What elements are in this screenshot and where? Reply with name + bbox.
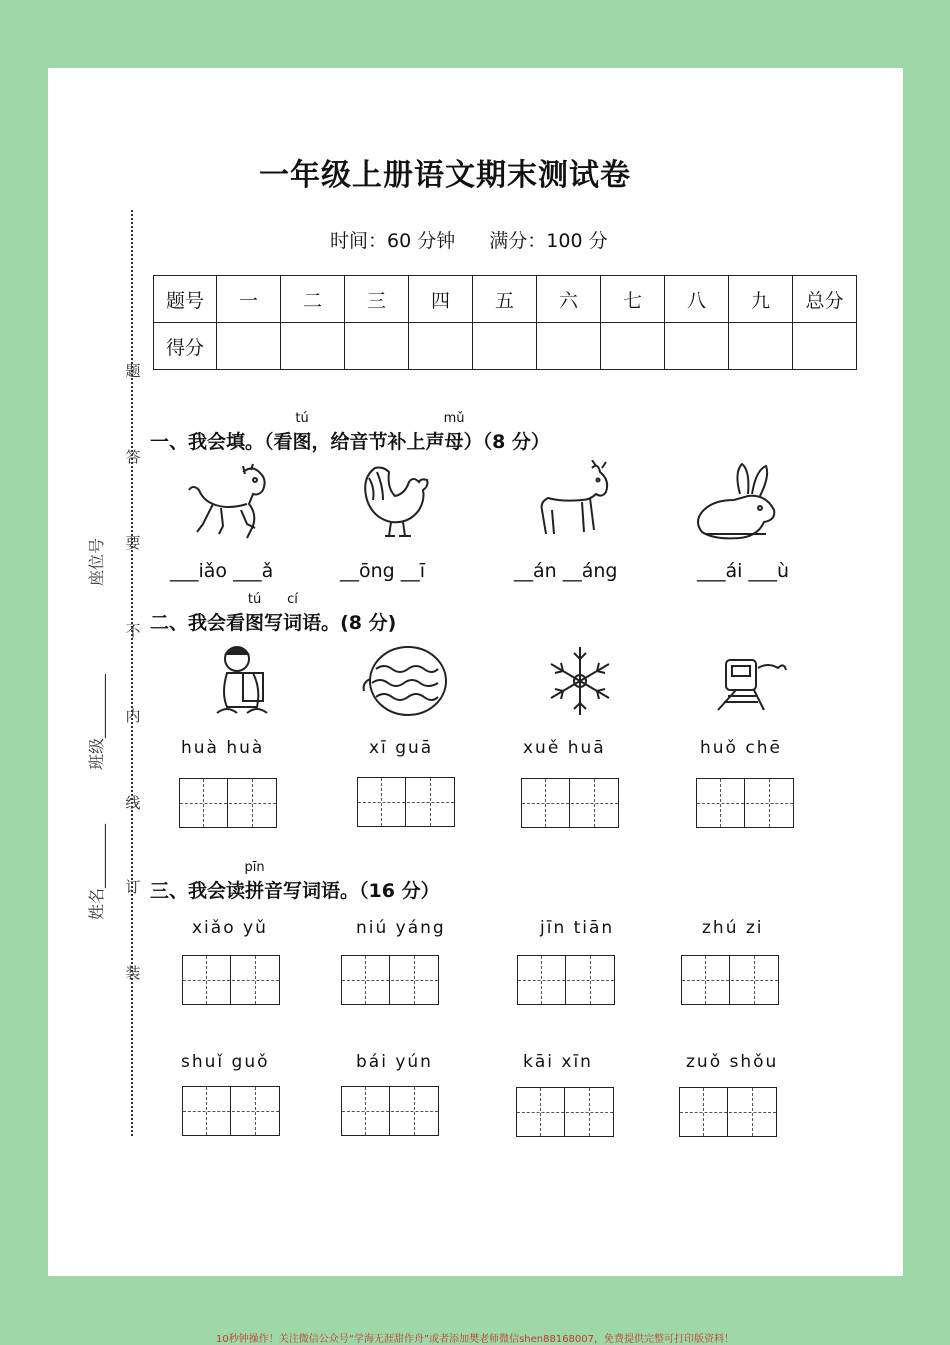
page-title: 一年级上册语文期末测试卷 xyxy=(259,158,631,193)
table-cell: 八 xyxy=(665,276,729,323)
binding-char: 线 xyxy=(125,794,141,812)
score-cell[interactable] xyxy=(537,323,601,370)
table-cell: 三 xyxy=(345,276,409,323)
ruby-base: 图 xyxy=(245,612,265,634)
pinyin-label: huà huà xyxy=(181,738,265,758)
ruby-char xyxy=(283,592,303,635)
blank-item[interactable]: ___iǎo ___ǎ xyxy=(170,560,274,582)
class-label: 班级________ xyxy=(87,673,106,770)
ruby-pinyin: tú xyxy=(247,592,262,607)
score-cell[interactable] xyxy=(793,323,857,370)
binding-char: 装 xyxy=(125,964,141,982)
score-cell[interactable] xyxy=(409,323,473,370)
ruby-pinyin: tú xyxy=(295,411,309,426)
seat-number-label: 座位号 xyxy=(87,537,106,586)
heading-text: 一、我会填。（看 xyxy=(150,431,293,453)
score-cell[interactable] xyxy=(729,323,793,370)
score-table xyxy=(153,275,857,370)
writing-grid[interactable] xyxy=(182,1086,280,1136)
watermelon-illustration xyxy=(360,643,450,719)
rooster-illustration xyxy=(355,458,440,543)
time-label: 时间：60 分钟 xyxy=(330,230,456,252)
heading-text: 语。(8 分) xyxy=(302,612,397,634)
goat-illustration xyxy=(532,460,612,540)
table-row xyxy=(154,276,857,323)
heading-text: ，给音节补上声 xyxy=(311,431,445,453)
score-cell[interactable] xyxy=(601,323,665,370)
table-cell: 得分 xyxy=(154,323,217,370)
table-cell: 四 xyxy=(409,276,473,323)
binding-char: 题 xyxy=(125,362,141,380)
binding-char: 内 xyxy=(125,707,141,725)
rabbit-illustration xyxy=(694,460,784,545)
pinyin-label: huǒ chē xyxy=(700,738,782,758)
ruby-base: 拼 xyxy=(245,880,265,902)
ruby-base: 母 xyxy=(444,431,464,453)
binding-char: 不 xyxy=(125,622,141,640)
table-cell: 九 xyxy=(729,276,793,323)
train-illustration xyxy=(708,650,788,715)
writing-grid[interactable] xyxy=(341,1086,439,1136)
binding-char: 订 xyxy=(125,878,141,896)
binding-dotted-line xyxy=(131,210,133,1136)
table-row xyxy=(154,323,857,370)
pinyin-label: bái yún xyxy=(356,1052,433,1072)
pinyin-label: xuě huā xyxy=(523,738,606,758)
snowflake-illustration xyxy=(545,643,615,719)
writing-grid[interactable] xyxy=(179,778,277,828)
writing-grid[interactable] xyxy=(521,778,619,828)
table-cell: 七 xyxy=(601,276,665,323)
binding-char: 要 xyxy=(125,534,141,552)
table-cell: 题号 xyxy=(154,276,217,323)
child-drawing-illustration xyxy=(213,643,275,719)
binding-char: 答 xyxy=(125,448,141,466)
table-cell: 一 xyxy=(217,276,281,323)
ruby-pinyin: mǔ xyxy=(443,411,465,426)
pinyin-label: shuǐ guǒ xyxy=(181,1052,270,1072)
score-cell[interactable] xyxy=(345,323,409,370)
score-cell[interactable] xyxy=(665,323,729,370)
table-cell: 五 xyxy=(473,276,537,323)
name-label: 姓名________ xyxy=(87,823,106,920)
blank-item[interactable]: __án __áng xyxy=(514,560,618,582)
writing-grid[interactable] xyxy=(182,955,280,1005)
blank-item[interactable]: ___ái ___ù xyxy=(697,560,790,582)
table-cell: 六 xyxy=(537,276,601,323)
ruby-base: 词 xyxy=(283,612,303,634)
writing-grid[interactable] xyxy=(357,777,455,827)
pinyin-label: zhú zi xyxy=(702,918,764,938)
horse-illustration xyxy=(185,462,280,542)
ruby-char xyxy=(443,411,465,454)
section-2-heading xyxy=(150,592,397,635)
writing-grid[interactable] xyxy=(681,955,779,1005)
section-3-heading xyxy=(150,860,440,903)
writing-grid[interactable] xyxy=(517,955,615,1005)
section-1-heading xyxy=(150,411,550,454)
ruby-char xyxy=(244,860,265,903)
heading-text: 三、我会读 xyxy=(150,880,246,902)
ruby-pinyin: pīn xyxy=(244,860,265,875)
table-cell: 总分 xyxy=(793,276,857,323)
ruby-char xyxy=(245,592,265,635)
pinyin-label: jīn tiān xyxy=(540,918,615,938)
writing-grid[interactable] xyxy=(696,778,794,828)
pinyin-label: kāi xīn xyxy=(523,1052,593,1072)
pinyin-label: niú yáng xyxy=(356,918,446,938)
pinyin-label: xī guā xyxy=(369,738,434,758)
score-cell[interactable] xyxy=(473,323,537,370)
writing-grid[interactable] xyxy=(516,1087,614,1137)
ruby-char xyxy=(292,411,312,454)
footer-promo-text: 10秒钟操作！关注微信公众号“学海无涯甜作舟”或者添加樊老师微信shen88168007，免费提供完整可打印版资料！ xyxy=(215,1334,735,1345)
ruby-pinyin: cí xyxy=(287,592,298,607)
heading-text: ）（8 分） xyxy=(463,431,550,453)
score-cell[interactable] xyxy=(217,323,281,370)
ruby-base: 图 xyxy=(292,431,312,453)
blank-item[interactable]: __ōng __ī xyxy=(340,560,426,582)
table-cell: 二 xyxy=(281,276,345,323)
pinyin-label: xiǎo yǔ xyxy=(192,918,268,938)
heading-text: 音写词语。（16 分） xyxy=(264,880,440,902)
exam-meta xyxy=(330,226,636,253)
heading-text: 写 xyxy=(264,612,284,634)
heading-text: 二、我会看 xyxy=(150,612,246,634)
writing-grid[interactable] xyxy=(679,1087,777,1137)
score-label: 满分：100 分 xyxy=(489,230,608,252)
writing-grid[interactable] xyxy=(341,955,439,1005)
score-cell[interactable] xyxy=(281,323,345,370)
pinyin-label: zuǒ shǒu xyxy=(686,1052,779,1072)
